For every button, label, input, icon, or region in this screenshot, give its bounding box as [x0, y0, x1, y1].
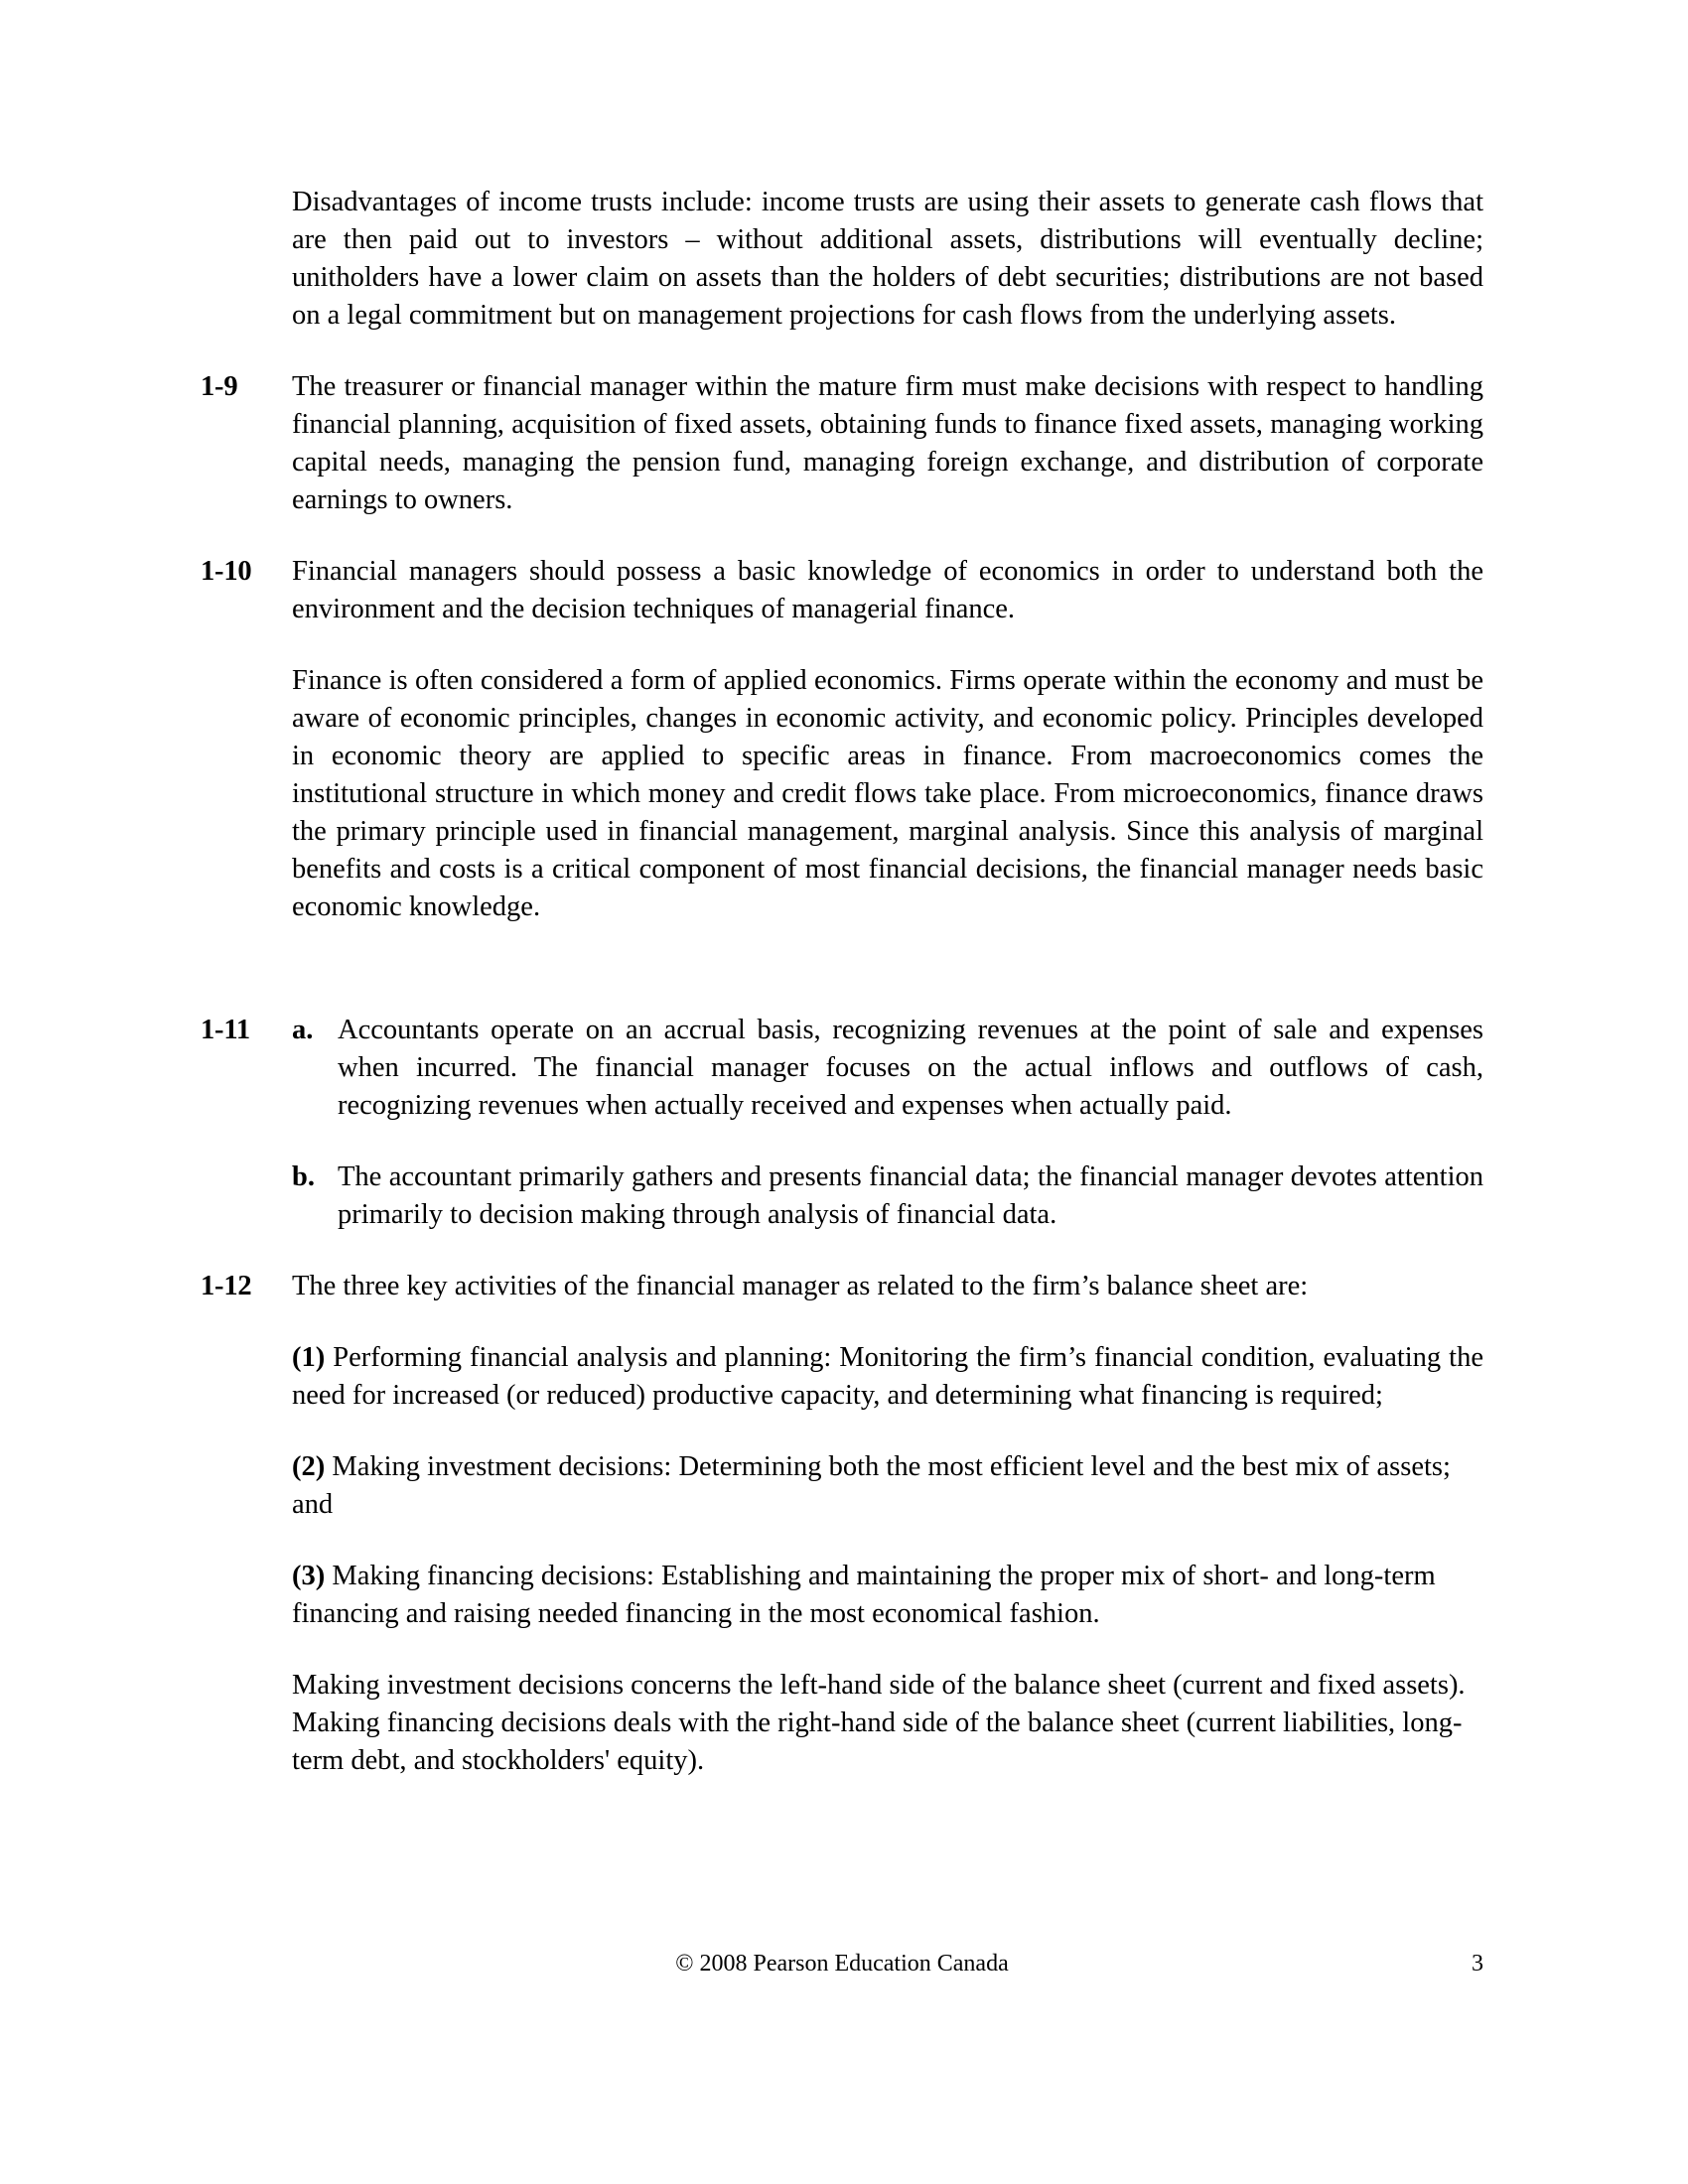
question-1-12-number: 1-12	[201, 1271, 252, 1301]
footer-inner	[201, 1948, 1483, 1979]
spacer	[201, 926, 1483, 984]
question-1-9-block	[201, 368, 1483, 519]
question-1-10-text: Financial managers should possess a basic knowledge of economics in order to understand both the environment and the decision techniques of managerial finance.	[292, 556, 1483, 624]
question-1-10-number: 1-10	[201, 556, 252, 587]
question-1-11-item-b-text: The accountant primarily gathers and presents financial data; the financial manager devotes attention primarily to decision making through analysis of financial data.	[338, 1161, 1483, 1230]
question-1-11-item-b-block	[201, 1159, 1483, 1234]
paragraph-intro-block	[201, 184, 1483, 335]
question-1-11-item-a	[292, 1012, 1483, 1125]
question-1-11-item-b-label: b.	[292, 1161, 315, 1192]
question-1-12-item-1-text: Performing financial analysis and planning: Monitoring the firm’s financial condition, evaluating the need for increased (or reduced) productive capacity, and determining what financing is required;	[292, 1342, 1483, 1411]
spacer	[201, 1415, 1483, 1448]
question-1-12-item-3	[292, 1558, 1483, 1633]
question-1-12-item-2-block	[201, 1448, 1483, 1524]
spacer	[201, 1125, 1483, 1159]
question-1-12-item-2	[292, 1448, 1483, 1524]
question-1-11-item-b	[292, 1159, 1483, 1234]
question-1-9-number: 1-9	[201, 371, 238, 402]
question-1-12-item-1	[292, 1339, 1483, 1415]
question-1-11-item-a-label: a.	[292, 1015, 314, 1045]
question-1-12-item-3-label: (3)	[292, 1561, 326, 1591]
question-1-11-block	[201, 1012, 1483, 1125]
question-1-10-paragraph2-text: Finance is often considered a form of applied economics. Firms operate within the economy and must be aware of economic principles, changes in economic activity, and economic policy. Principles developed in economic theory are applied to specific areas in finance. From macroeconomics comes the institutional structure in which money and credit flows take place. From microeconomics, finance draws the primary principle used in financial management, marginal analysis. Since this analysis of marginal benefits and costs is a critical component of most financial decisions, the financial manager needs basic economic knowledge.	[292, 665, 1483, 922]
question-1-12-item-3-block	[201, 1558, 1483, 1633]
question-1-12-item-3-text: Making financing decisions: Establishing and maintaining the proper mix of short- and long-term financing and raising needed financing in the most economical fashion.	[292, 1561, 1436, 1629]
question-1-12-intro-text: The three key activities of the financial manager as related to the firm’s balance sheet are:	[292, 1271, 1309, 1301]
question-1-10-paragraph2-block	[201, 662, 1483, 926]
footer-copyright: © 2008 Pearson Education Canada	[675, 1951, 1009, 1977]
question-1-12-block	[201, 1268, 1483, 1305]
spacer	[201, 628, 1483, 662]
footer-page-number: 3	[1472, 1951, 1483, 1977]
spacer	[201, 519, 1483, 553]
page-content	[201, 184, 1483, 1780]
question-1-12-item-2-text: Making investment decisions: Determining both the most efficient level and the best mix of assets; and	[292, 1451, 1451, 1520]
spacer	[201, 984, 1483, 1012]
spacer	[201, 1305, 1483, 1339]
page-footer	[201, 1948, 1483, 1979]
question-1-12-closing-text: Making investment decisions concerns the left-hand side of the balance sheet (current and fixed assets). Making financing decisions deals with the right-hand side of the balance sheet (current liabilities, long-term debt, and stockholders' equity).	[292, 1670, 1466, 1776]
question-1-11-number: 1-11	[201, 1015, 250, 1045]
question-1-10-block	[201, 553, 1483, 628]
question-1-12-item-1-label: (1)	[292, 1342, 326, 1373]
question-1-11-item-a-text: Accountants operate on an accrual basis, recognizing revenues at the point of sale and expenses when incurred. The financial manager focuses on the actual inflows and outflows of cash, recognizing revenues when actually received and expenses when actually paid.	[338, 1015, 1483, 1121]
paragraph-intro-text: Disadvantages of income trusts include: income trusts are using their assets to generate cash flows that are then paid out to investors – without additional assets, distributions will eventually decline; unitholders have a lower claim on assets than the holders of debt securities; distributions are not based on a legal commitment but on management projections for cash flows from the underlying assets.	[292, 187, 1483, 331]
question-1-12-item-2-label: (2)	[292, 1451, 326, 1482]
spacer	[201, 1633, 1483, 1667]
spacer	[201, 1524, 1483, 1558]
question-1-12-item-1-block	[201, 1339, 1483, 1415]
spacer	[201, 335, 1483, 368]
question-1-9-text: The treasurer or financial manager within the mature firm must make decisions with respect to handling financial planning, acquisition of fixed assets, obtaining funds to finance fixed assets, managing working capital needs, managing the pension fund, managing foreign exchange, and distribution of corporate earnings to owners.	[292, 371, 1483, 515]
spacer	[201, 1234, 1483, 1268]
question-1-12-closing-block	[201, 1667, 1483, 1780]
